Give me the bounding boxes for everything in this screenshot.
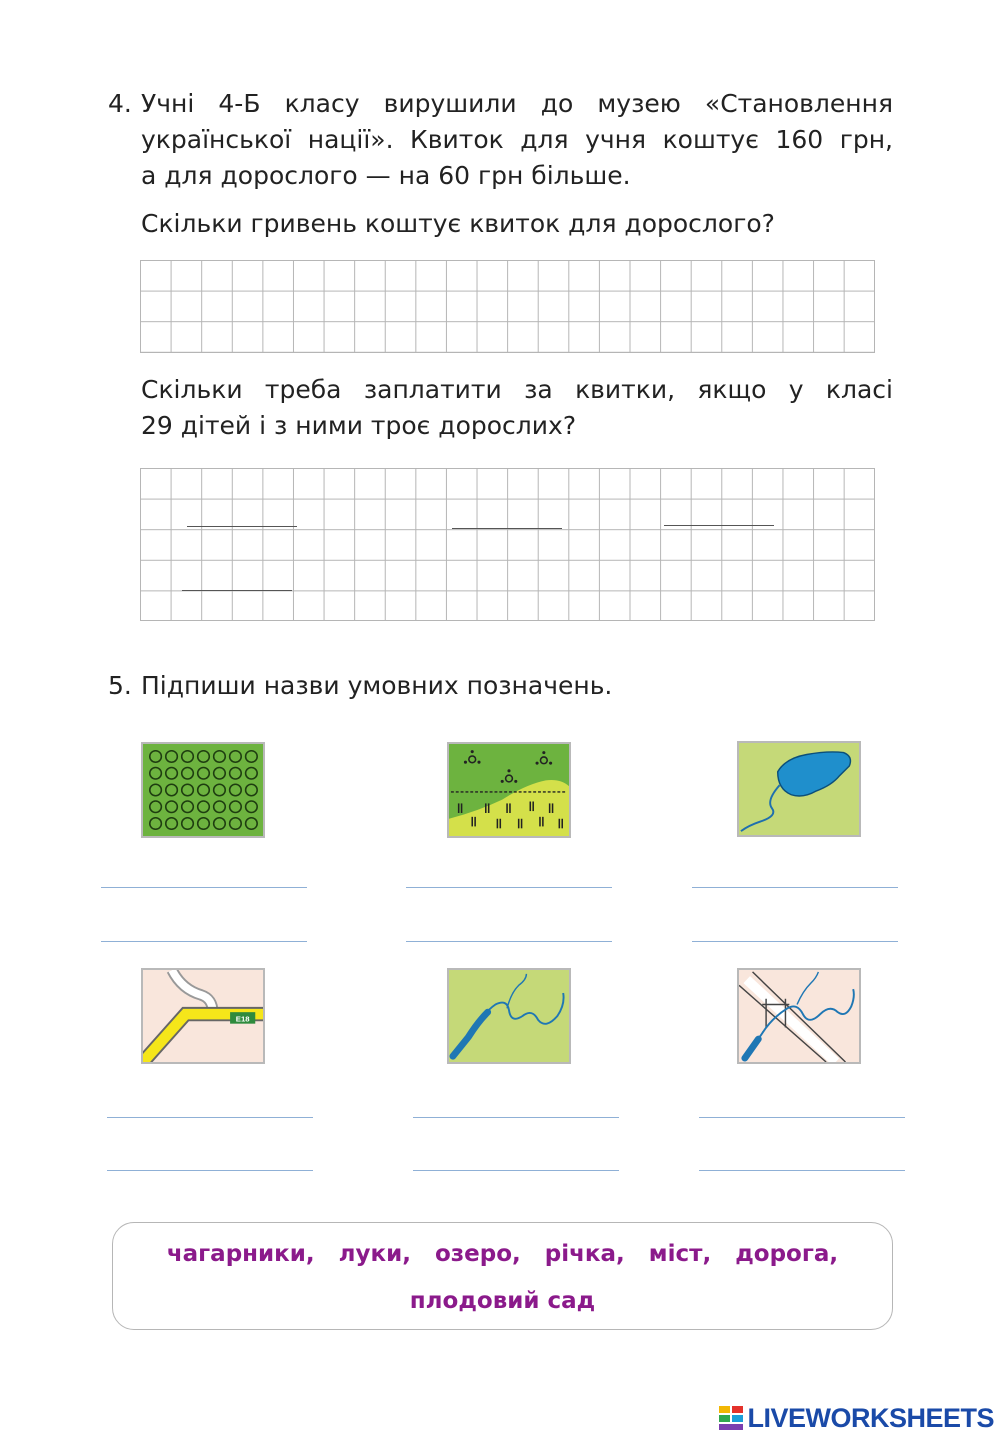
answer-line-1[interactable] xyxy=(187,526,297,527)
task-4-number: 4. xyxy=(108,89,132,118)
answer-line-symbol-3b[interactable] xyxy=(692,941,898,942)
answer-line-symbol-5a[interactable] xyxy=(413,1117,619,1118)
task-5-instruction: Підпиши назви умовних позначень. xyxy=(141,671,613,700)
answer-line-symbol-3a[interactable] xyxy=(692,887,898,888)
task-5-number: 5. xyxy=(108,671,132,700)
question-2-line-2: 29 дітей і з ними троє дорослих? xyxy=(141,411,577,440)
answer-line-symbol-1a[interactable] xyxy=(101,887,307,888)
answer-line-symbol-5b[interactable] xyxy=(413,1170,619,1171)
bridge-icon xyxy=(737,968,861,1064)
word-bank xyxy=(112,1222,893,1330)
word-bank-line-2: плодовий сад xyxy=(409,1288,596,1314)
answer-line-symbol-6a[interactable] xyxy=(699,1117,905,1118)
road-number-label: E18 xyxy=(235,1014,250,1024)
answer-line-symbol-4a[interactable] xyxy=(107,1117,313,1118)
road-icon xyxy=(141,968,265,1064)
answer-line-2[interactable] xyxy=(452,528,562,529)
answer-line-3[interactable] xyxy=(664,525,774,526)
word-bank-line-1: чагарники, луки, озеро, річка, міст, дорога, xyxy=(166,1241,839,1267)
orchard-icon xyxy=(141,742,265,838)
answer-line-symbol-6b[interactable] xyxy=(699,1170,905,1171)
answer-line-symbol-1b[interactable] xyxy=(101,941,307,942)
task-4-line-2: української нації». Квиток для учня коштує 160 грн, xyxy=(141,125,893,154)
liveworksheets-logo xyxy=(719,1403,994,1433)
question-2-line-1: Скільки треба заплатити за квитки, якщо у класі xyxy=(141,375,893,404)
task-4-question-2 xyxy=(141,372,893,444)
task-4-text xyxy=(141,86,893,194)
task-4-line-3: а для дорослого — на 60 грн більше. xyxy=(141,161,631,190)
lake-icon xyxy=(737,741,861,837)
shrubs-meadow-icon xyxy=(447,742,571,838)
task-4-question-1: Скільки гривень коштує квиток для дорослого? xyxy=(141,209,775,238)
answer-grid-2[interactable] xyxy=(140,468,875,621)
answer-line-symbol-2a[interactable] xyxy=(406,887,612,888)
answer-line-symbol-2b[interactable] xyxy=(406,941,612,942)
task-4-line-1: Учні 4-Б класу вирушили до музею «Становлення xyxy=(141,89,893,118)
liveworksheets-logo-icon xyxy=(719,1406,743,1430)
answer-line-symbol-4b[interactable] xyxy=(107,1170,313,1171)
answer-line-4[interactable] xyxy=(182,590,292,591)
liveworksheets-logo-text: LIVEWORKSHEETS xyxy=(747,1402,994,1433)
river-icon xyxy=(447,968,571,1064)
answer-grid-1[interactable] xyxy=(140,260,875,353)
